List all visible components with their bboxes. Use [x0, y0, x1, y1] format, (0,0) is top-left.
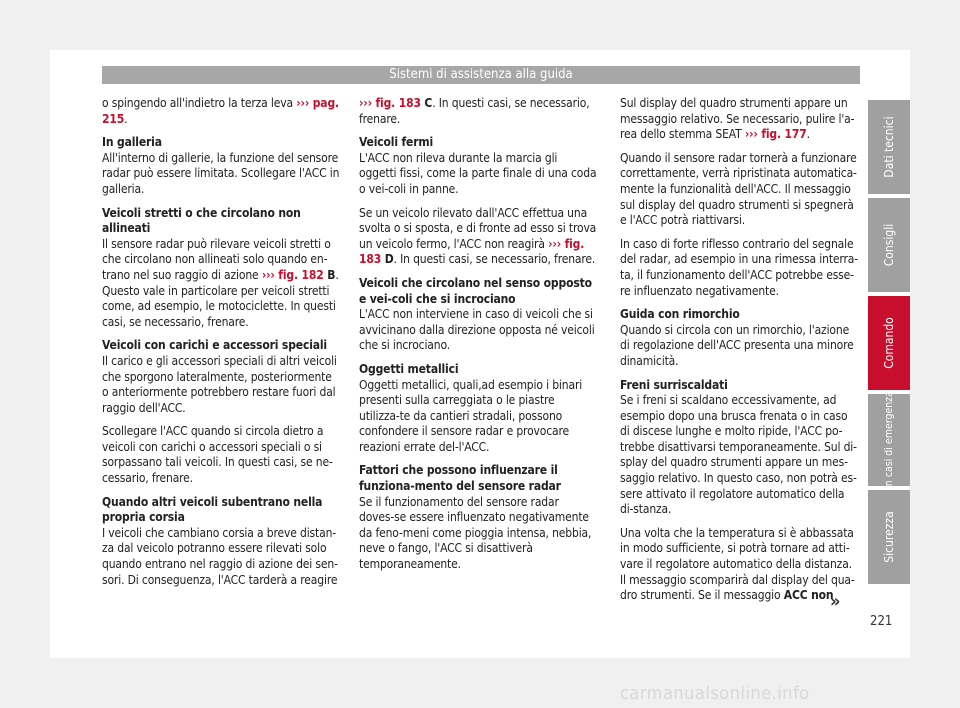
display-message: ACC non — [783, 588, 834, 603]
paragraph: Il carico e gli accessori speciali di altri veicoli che sporgono lateralmente, posteriormente o anteriormente potrebbero restare fuori dal raggio dell'ACC. — [102, 353, 337, 415]
tab-in-casi-di-emergenza[interactable]: In casi di emergenza — [868, 394, 910, 486]
section-heading: Fattori che possono influenzare il funziona-mento del sensore radar — [359, 463, 561, 494]
paragraph: Una volta che la temperatura si è abbassata in modo sufficiente, si potrà tornare ad atti-vare il regolatore automatico della distanza. Il messaggio scomparirà dal display del qua-dro strumenti. Se il messaggio ACC non — [620, 525, 855, 603]
page-number: 221 — [870, 614, 893, 629]
section-heading: Freni surriscaldati — [620, 377, 728, 392]
paragraph: Se i freni si scaldano eccessivamente, ad esempio dopo una brusca frenata o in caso di discese lunghe e molto ripide, l'ACC po-trebbe disattivarsi temporaneamente. Sul di-splay del quadro strumenti appare un mes-saggio relativo. In questo caso, non potrà es-sere attivato il regolatore automatico della di-stanza. — [620, 393, 857, 517]
paragraph: Se un veicolo rilevato dall'ACC effettua una svolta o si sposta, e di fronte ad esso si trova un veicolo fermo, l'ACC non reagirà ››› fig. 183 D. In questi casi, se necessario, frenare. — [359, 205, 597, 267]
section-heading: In galleria — [102, 135, 162, 150]
tab-comando[interactable]: Comando — [868, 296, 910, 390]
section-heading: Veicoli che circolano nel senso opposto e vei-coli che si incrociano — [359, 275, 592, 306]
watermark: carmanualsonline.info — [620, 683, 810, 704]
paragraph: L'ACC non interviene in caso di veicoli che si avvicinano dalla direzione opposta né veicoli che si incrociano. — [359, 307, 595, 353]
section-heading: Veicoli stretti o che circolano non allineati — [102, 205, 301, 236]
section-heading: Oggetti metallici — [359, 361, 459, 376]
section-heading: Veicoli con carichi e accessori speciali — [102, 338, 327, 353]
paragraph: Scollegare l'ACC quando si circola dietro a veicoli con carichi o accessori speciali o si sorpassano tali veicoli. In questi casi, se ne-cessario, frenare. — [102, 424, 333, 486]
paragraph: L'ACC non rileva durante la marcia gli oggetti fissi, come la parte finale di una coda o vei-coli in panne. — [359, 150, 597, 196]
paragraph: Quando il sensore radar tornerà a funzionare correttamente, verrà ripristinata automatica-mente la funzionalità dell'ACC. Il messaggio sul display del quadro strumenti si spegnerà e l'ACC potrà riattivarsi. — [620, 150, 857, 228]
paragraph: All'interno di gallerie, la funzione del sensore radar può essere limitata. Scollegare l'ACC in galleria. — [102, 150, 340, 196]
paragraph: Oggetti metallici, quali,ad esempio i binari presenti sulla carreggiata o le piastre utilizza-te da cantieri stradali, possono confondere il sensore radar e provocare reazioni errate del-l'ACC. — [359, 377, 583, 454]
paragraph: I veicoli che cambiano corsia a breve distan-za dal veicolo potranno essere rilevati solo quando entrano nel raggio di azione dei sen-sori. Di conseguenza, l'ACC tarderà a reagire — [102, 525, 338, 587]
page-link[interactable]: ››› pag. 215 — [102, 96, 339, 126]
paragraph: Se il funzionamento del sensore radar doves-se essere influenzato negativamente da feno-meni come pioggia intensa, nebbia, neve o fango, l'ACC si disattiverà temporaneamente. — [359, 494, 592, 572]
figure-link[interactable]: ››› fig. 177 — [744, 127, 807, 142]
paragraph: ››› fig. 183 C. In questi casi, se necessario, frenare. — [359, 96, 590, 126]
paragraph: o spingendo all'indietro la terza leva ››› pag. 215. — [102, 96, 339, 126]
page-header: Sistemi di assistenza alla guida — [102, 66, 860, 84]
section-heading: Guida con rimorchio — [620, 307, 740, 322]
tab-dati-tecnici[interactable]: Dati tecnici — [868, 100, 910, 194]
tab-sicurezza[interactable]: Sicurezza — [868, 490, 910, 584]
continue-arrow-icon: » — [830, 591, 841, 612]
tab-consigli[interactable]: Consigli — [868, 198, 910, 292]
section-heading: Quando altri veicoli subentrano nella propria corsia — [102, 494, 323, 525]
paragraph: Quando si circola con un rimorchio, l'azione di regolazione dell'ACC presenta una minore dinamicità. — [620, 322, 854, 368]
section-heading: Veicoli fermi — [359, 135, 434, 150]
text-column-2 — [359, 96, 597, 581]
paragraph: Il sensore radar può rilevare veicoli stretti o che circolano non allineati solo quando en-trano nel suo raggio di azione ››› fig. 182 B. Questo vale in particolare per veicoli stretti come, ad esempio, le motociclette. In questi casi, se necessario, frenare. — [102, 236, 339, 329]
paragraph: In caso di forte riflesso contrario del segnale del radar, ad esempio in una rimessa interra-ta, il funzionamento dell'ACC potrebbe esse-re influenzato negativamente. — [620, 236, 858, 298]
text-column-3 — [620, 96, 858, 612]
paragraph: Sul display del quadro strumenti appare un messaggio relativo. Se necessario, pulire l'a-rea dello stemma SEAT ››› fig. 177. — [620, 96, 855, 142]
figure-link[interactable]: ››› fig. 183 — [359, 236, 585, 267]
text-column-1 — [102, 96, 340, 596]
figure-link[interactable]: ››› fig. 183 — [359, 96, 421, 110]
figure-link[interactable]: ››› fig. 182 — [261, 267, 324, 282]
